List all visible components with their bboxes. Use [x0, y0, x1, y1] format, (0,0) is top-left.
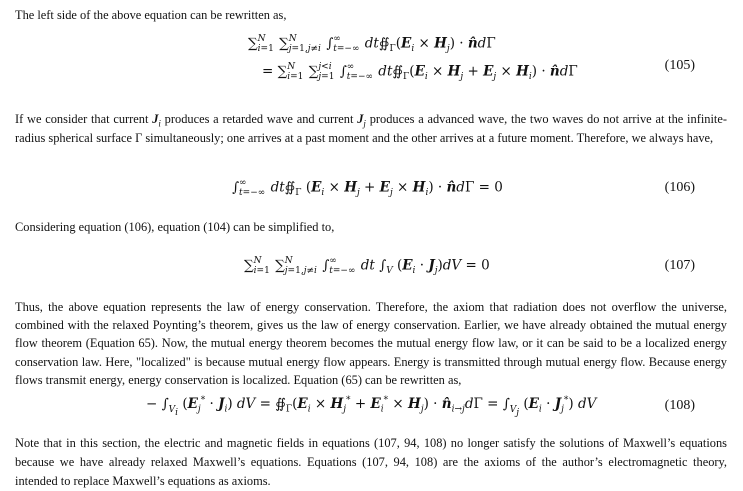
equation-105-line-1-expr: ∑ N i=1 ∑ N j=1,j≠i ∫ ∞ t=−∞ $dt∯_\Gamma(E_i \times H_j)$ · n̂dΓ [248, 34, 496, 55]
equation-108 [0, 396, 743, 420]
paragraph-energy-conservation: Thus, the above equation represents the law of energy conservation. Therefore, the axiom that radiation does not overflow the universe, combined with the relaxed Poynting’s theorem, gives us the law of energy conservation. Earlier, we have already obtained the mutual energy flow theorem (Equation 65). Now, the mutual energy theorem becomes the mutual energy flow law, or it can be said to be a localized energy conservation law. Here, "localized" is because mutual energy flow appears. Energy is transmitted through mutual energy flow. Because energy flows transmit energy, energy conservation is localized. Equation (65) can be rewritten as, [15, 300, 727, 387]
equation-107-expr: ∑ N i=1 ∑ N j=1,j≠i ∫ ∞ t=−∞ dt $\int_V$ $(E_i \cdot J_j)dV = 0$ [244, 256, 490, 277]
equation-108-expr: − $\int_{V_i}$ $(E_j^* \cdot J_i)$ dV = $∯_\Gamma(E_i \times H_j^* + E_i^* \times H_j)$ · $n̂_{i\to j}d\Gamma = \int_{V_j}$ $(E_i \cdot J_j^*)$ dV [146, 395, 597, 418]
equation-106-number: (106) [664, 180, 695, 195]
equation-105-line-2-expr: = ∑ N i=1 ∑ j<i j=1 ∫ ∞ t=−∞ $dt∯_\Gamma(E_i \times H_j + E_j \times H_i)$ · n̂dΓ [262, 62, 578, 83]
equation-107-number: (107) [664, 258, 695, 273]
paragraph-simplify: Considering equation (106), equation (104) can be simplified to, [15, 220, 335, 234]
intro-paragraph: The left side of the above equation can be rewritten as, [15, 8, 287, 22]
paragraph-note-maxwell: Note that in this section, the electric and magnetic fields in equations (107, 94, 108) no longer satisfy the solutions of Maxwell’s equations because we have already relaxed Maxwell’s equations. Equations (107, 94, 108) are the axioms of the author’s electromagnetic theory, intended to replace Maxwell’s equations as axioms. [15, 436, 727, 488]
equation-105-number: (105) [664, 58, 695, 73]
equation-105-line-2 [0, 62, 743, 86]
equation-106 [0, 178, 743, 202]
equation-108-number: (108) [664, 398, 695, 413]
equation-105-line-1 [0, 34, 743, 58]
equation-106-expr: ∫ ∞ t=−∞ $dt∯_\Gamma$ $(E_i \times H_j + E_j \times H_i)$ · n̂dΓ = 0 [232, 178, 503, 199]
paragraph-retarded-advanced: If we consider that current $J_i$ produces a retarded wave and current $J_j$ produces a advanced wave, the two waves do not arrive at the infinite-radius spherical surface Γ simultaneously; one arrives at a past moment and the other arrives at a future moment. Therefore, we always have, [15, 112, 727, 145]
equation-107 [0, 256, 743, 280]
